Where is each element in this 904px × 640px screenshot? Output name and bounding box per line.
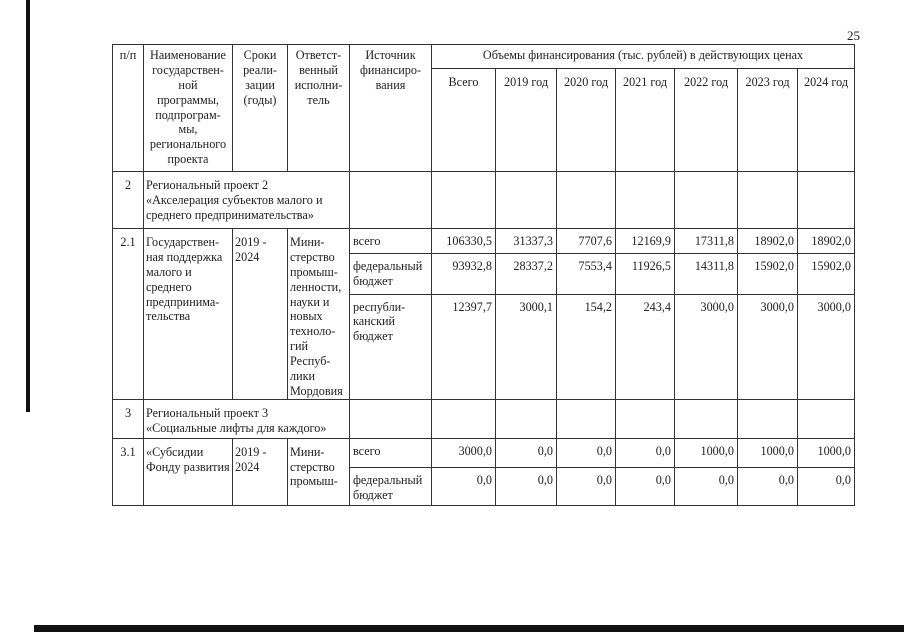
project-2-row xyxy=(113,172,855,229)
row-2-1-name: Государствен-ная поддержка малого и среднего предпринима-тельства xyxy=(144,229,233,400)
value-2021: 11926,5 xyxy=(616,254,675,294)
header-executor: Ответст-венный исполни-тель xyxy=(288,45,350,172)
funding-source: всего xyxy=(350,438,432,467)
value-total: 3000,0 xyxy=(432,438,496,467)
project-3-num: 3 xyxy=(113,399,144,438)
value-2023: 18902,0 xyxy=(738,229,798,254)
project-3-title-line: Региональный проект 3 xyxy=(146,405,269,420)
value-2020: 0,0 xyxy=(557,438,616,467)
value-2024: 15902,0 xyxy=(798,254,855,294)
funding-table xyxy=(112,44,855,506)
value-2024: 3000,0 xyxy=(798,294,855,399)
value-2024: 1000,0 xyxy=(798,438,855,467)
header-volumes: Объемы финансирования (тыс. рублей) в действующих ценах xyxy=(432,45,855,69)
value-2021: 0,0 xyxy=(616,467,675,505)
scan-edge-left xyxy=(26,0,30,412)
value-2020: 0,0 xyxy=(557,467,616,505)
project-3-title-line: «Социальные лифты для каждого» xyxy=(146,420,327,435)
value-2019: 28337,2 xyxy=(496,254,557,294)
value-2021: 0,0 xyxy=(616,438,675,467)
project-2-title-line: Региональный проект 2 xyxy=(146,178,269,192)
row-2-1-num: 2.1 xyxy=(113,229,144,400)
value-2020: 154,2 xyxy=(557,294,616,399)
header-year-2021: 2021 год xyxy=(616,69,675,172)
value-2023: 1000,0 xyxy=(738,438,798,467)
header-year-2023: 2023 год xyxy=(738,69,798,172)
row-2-1-total xyxy=(113,229,855,254)
value-2023: 0,0 xyxy=(738,467,798,505)
header-year-2020: 2020 год xyxy=(557,69,616,172)
value-2022: 0,0 xyxy=(675,467,738,505)
value-2021: 12169,9 xyxy=(616,229,675,254)
project-2-title xyxy=(144,172,350,229)
project-3-title xyxy=(144,399,350,438)
page-number: 25 xyxy=(847,28,860,43)
project-3-row xyxy=(113,399,855,438)
value-total: 93932,8 xyxy=(432,254,496,294)
value-2022: 17311,8 xyxy=(675,229,738,254)
header-year-2024: 2024 год xyxy=(798,69,855,172)
row-2-1-executor: Мини-стерство промыш-ленности, науки и новых техноло-гий Респуб-лики Мордовия xyxy=(288,229,350,400)
value-2024: 18902,0 xyxy=(798,229,855,254)
value-total: 106330,5 xyxy=(432,229,496,254)
funding-source: федеральный бюджет xyxy=(350,467,432,505)
row-3-1-executor: Мини-стерство промыш- xyxy=(288,438,350,505)
value-2022: 3000,0 xyxy=(675,294,738,399)
header-year-2019: 2019 год xyxy=(496,69,557,172)
row-3-1-num: 3.1 xyxy=(113,438,144,505)
header-num: п/п xyxy=(113,45,144,172)
header-source: Источник финансиро-вания xyxy=(350,45,432,172)
project-2-num: 2 xyxy=(113,172,144,229)
value-2019: 0,0 xyxy=(496,438,557,467)
scan-edge-bottom xyxy=(34,625,904,632)
funding-source: федеральный бюджет xyxy=(350,254,432,294)
table-header-row xyxy=(113,45,855,69)
project-2-title-line: «Акселерация субъектов малого и xyxy=(146,192,323,207)
value-2022: 1000,0 xyxy=(675,438,738,467)
value-2020: 7707,6 xyxy=(557,229,616,254)
header-year-2022: 2022 год xyxy=(675,69,738,172)
value-2020: 7553,4 xyxy=(557,254,616,294)
header-program-name: Наименование государствен-ной программы, подпрограм-мы, регионального проекта xyxy=(144,45,233,172)
row-3-1-name: «Субсидии Фонду развития xyxy=(144,438,233,505)
funding-source: всего xyxy=(350,229,432,254)
project-2-title-line: среднего предпринимательства» xyxy=(146,207,314,222)
value-2023: 15902,0 xyxy=(738,254,798,294)
header-year-total: Всего xyxy=(432,69,496,172)
value-2019: 31337,3 xyxy=(496,229,557,254)
value-2024: 0,0 xyxy=(798,467,855,505)
value-total: 12397,7 xyxy=(432,294,496,399)
value-2022: 14311,8 xyxy=(675,254,738,294)
header-terms: Сроки реали-зации (годы) xyxy=(233,45,288,172)
row-3-1-terms: 2019 - 2024 xyxy=(233,438,288,505)
row-3-1-total xyxy=(113,438,855,467)
value-2021: 243,4 xyxy=(616,294,675,399)
row-2-1-terms: 2019 - 2024 xyxy=(233,229,288,400)
value-total: 0,0 xyxy=(432,467,496,505)
value-2019: 3000,1 xyxy=(496,294,557,399)
value-2023: 3000,0 xyxy=(738,294,798,399)
funding-source: республи-канский бюджет xyxy=(350,294,432,399)
value-2019: 0,0 xyxy=(496,467,557,505)
